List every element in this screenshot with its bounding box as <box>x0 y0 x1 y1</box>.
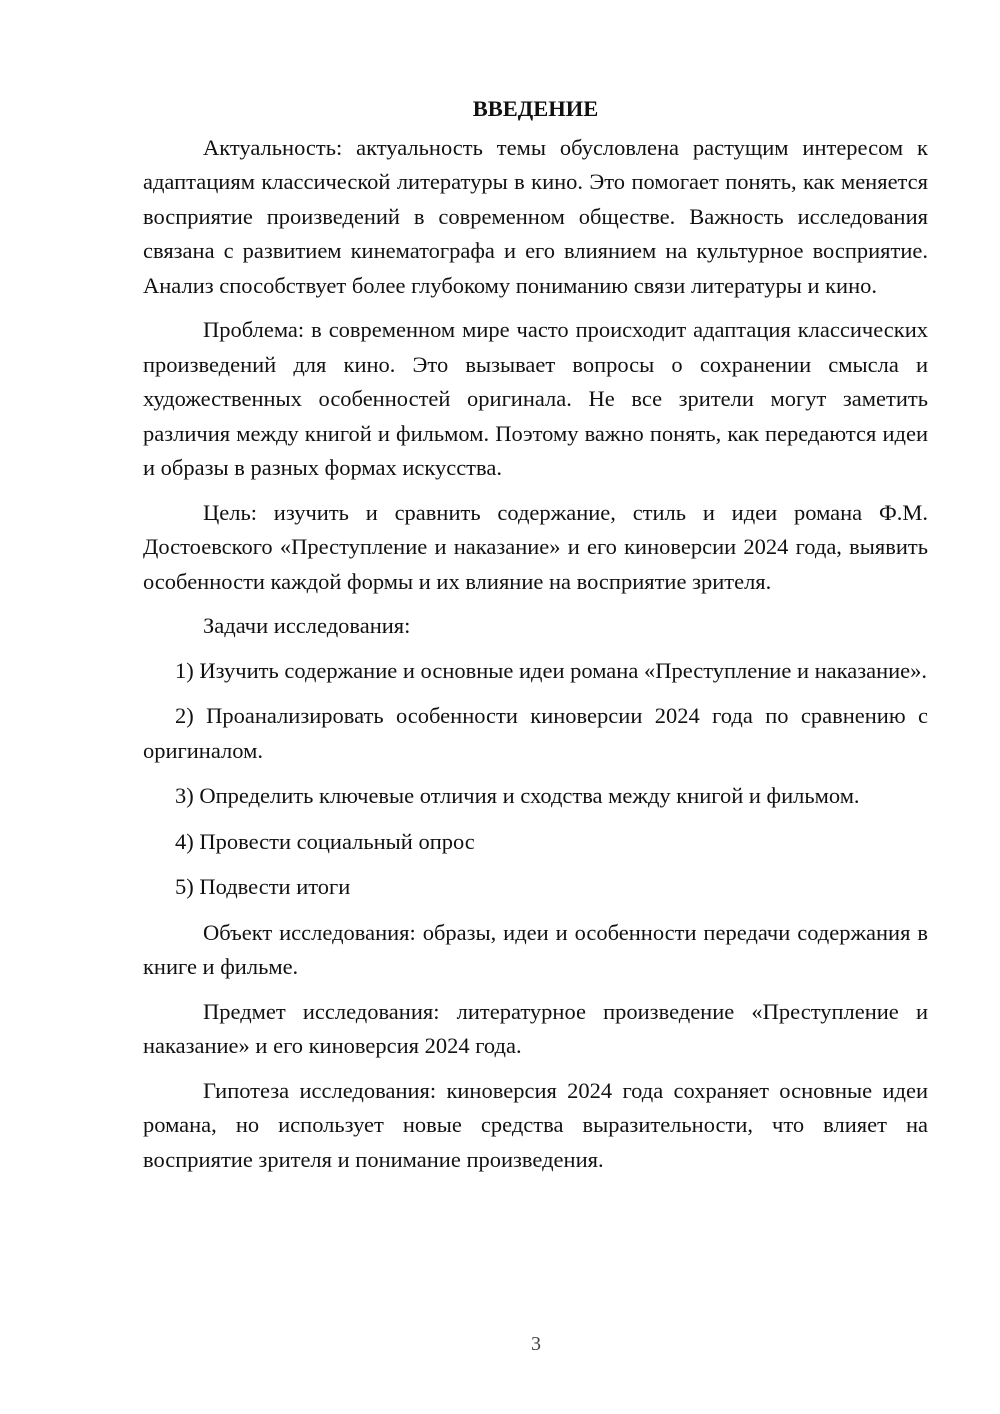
page-content <box>143 92 928 1187</box>
task-item-5: 5) Подвести итоги <box>175 874 351 899</box>
task-item-2: 2) Проанализировать особенности киноверсии 2024 года по сравнению с оригиналом. <box>143 703 928 763</box>
hypothesis-paragraph: Гипотеза исследования: киноверсия 2024 года сохраняет основные идеи романа, но использует новые средства выразительности, что влияет на восприятие зрителя и понимание произведения. <box>143 1077 928 1172</box>
tasks-heading: Задачи исследования: <box>203 613 411 638</box>
problem-paragraph: Проблема: в современном мире часто происходит адаптация классических произведений для кино. Это вызывает вопросы о сохранении смысла и художественных особенностей оригинала. Не все зрители могут заметить различия между книгой и фильмом. Поэтому важно понять, как передаются идеи и образы в разных формах искусства. <box>143 317 928 480</box>
task-item-3: 3) Определить ключевые отличия и сходства между книгой и фильмом. <box>175 783 860 808</box>
subject-paragraph: Предмет исследования: литературное произведение «Преступление и наказание» и его киноверсия 2024 года. <box>143 998 928 1058</box>
relevance-paragraph: Актуальность: актуальность темы обусловлена растущим интересом к адаптациям классической литературы в кино. Это помогает понять, как меняется восприятие произведений в современном обществе. Важность исследования связана с развитием кинематографа и его влиянием на культурное восприятие. Анализ способствует более глубокому пониманию связи литературы и кино. <box>143 134 928 298</box>
task-item-1: 1) Изучить содержание и основные идеи романа «Преступление и наказание». <box>175 657 928 683</box>
object-paragraph: Объект исследования: образы, идеи и особенности передачи содержания в книге и фильме. <box>143 919 928 979</box>
page-title: ВВЕДЕНИЕ <box>472 96 599 121</box>
goal-paragraph: Цель: изучить и сравнить содержание, стиль и идеи романа Ф.М. Достоевского «Преступление и наказание» и его киноверсии 2024 года, выявить особенности каждой формы и их влияние на восприятие зрителя. <box>143 499 928 594</box>
page-number: 3 <box>531 1333 541 1355</box>
task-item-4: 4) Провести социальный опрос <box>175 828 475 854</box>
